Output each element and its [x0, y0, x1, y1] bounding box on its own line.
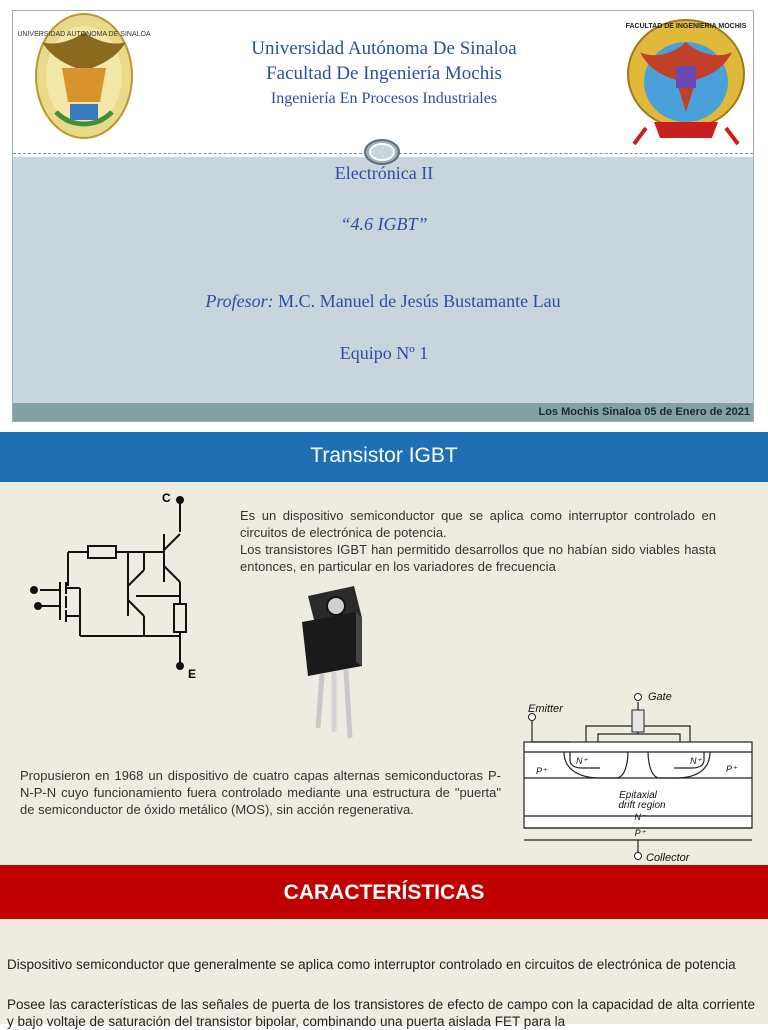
n-minus-label: N⁻ [634, 812, 646, 822]
p-plus-left-label: P⁺ [536, 766, 547, 776]
topic-title: “4.6 IGBT” [340, 214, 428, 234]
igbt-description-line2: Los transistores IGBT han permitido desarrollos que no habían sido viables hasta entonces, en particular en los variadores de frecuencia [240, 542, 716, 574]
drift-region-label: drift region [618, 800, 666, 811]
faculty-name: Facultad De Ingeniería Mochis [266, 63, 502, 84]
emitter-terminal-label: E [188, 667, 197, 681]
left-logo-text: UNIVERSIDAD AUTONOMA DE SINALOA [17, 31, 151, 38]
collector-label: Collector [646, 852, 690, 864]
igbt-cross-section-diagram [520, 686, 756, 866]
p-plus-bottom-label: P⁺ [634, 828, 646, 838]
igbt-equivalent-circuit-diagram [24, 490, 214, 682]
epitaxial-label: Epitaxial [619, 790, 657, 801]
emitter-label: Emitter [528, 703, 563, 715]
collector-terminal-label: C [162, 491, 171, 505]
right-logo-text: FACULTAD DE INGENIERIA MOCHIS [625, 23, 747, 30]
professor-line [13, 291, 753, 312]
characteristic-item: Dispositivo semiconductor que generalmente se aplica como interruptor controlado en circuitos de electrónica de potencia [7, 957, 736, 972]
program-name: Ingeniería En Procesos Industriales [270, 90, 498, 107]
gate-label: Gate [648, 691, 672, 703]
professor-name: M.C. Manuel de Jesús Bustamante Lau [278, 291, 561, 311]
igbt-slide-title: Transistor IGBT [310, 444, 458, 467]
igbt-description [240, 507, 716, 575]
igbt-description-line1: Es un dispositivo semiconductor que se aplica como interruptor controlado en circuitos de electrónica de potencia. [240, 508, 716, 540]
characteristic-item: Posee las características de las señales de puerta de los transistores de efecto de campo con la capacidad de alta corriente y bajo voltaje de saturación del transistor bipolar, combinando una puerta aislada FET para la [7, 997, 755, 1029]
team-number: Equipo Nº 1 [339, 343, 429, 363]
characteristics-title: CARACTERÍSTICAS [283, 881, 485, 904]
place-date: Los Mochis Sinaloa 05 de Enero de 2021 [538, 406, 750, 418]
p-plus-right-label: P⁺ [726, 764, 737, 774]
university-seal-logo [17, 12, 151, 144]
igbt-history-paragraph: Propusieron en 1968 un dispositivo de cuatro capas alternas semiconductoras P-N-P-N cuyo funcionamiento fuera controlado mediante una estructura de "puerta" de semiconductor de óxido metálico (MOS), sin acción regenerativa. [20, 768, 501, 817]
igbt-package-photo [296, 582, 366, 742]
n-plus-right-label: N⁺ [690, 756, 702, 766]
professor-label: Profesor: [205, 291, 274, 311]
n-plus-left-label: N⁺ [576, 756, 588, 766]
university-name: Universidad Autónoma De Sinaloa [251, 38, 517, 59]
faculty-seal-logo [624, 12, 748, 150]
course-name: Electrónica II [334, 163, 434, 183]
